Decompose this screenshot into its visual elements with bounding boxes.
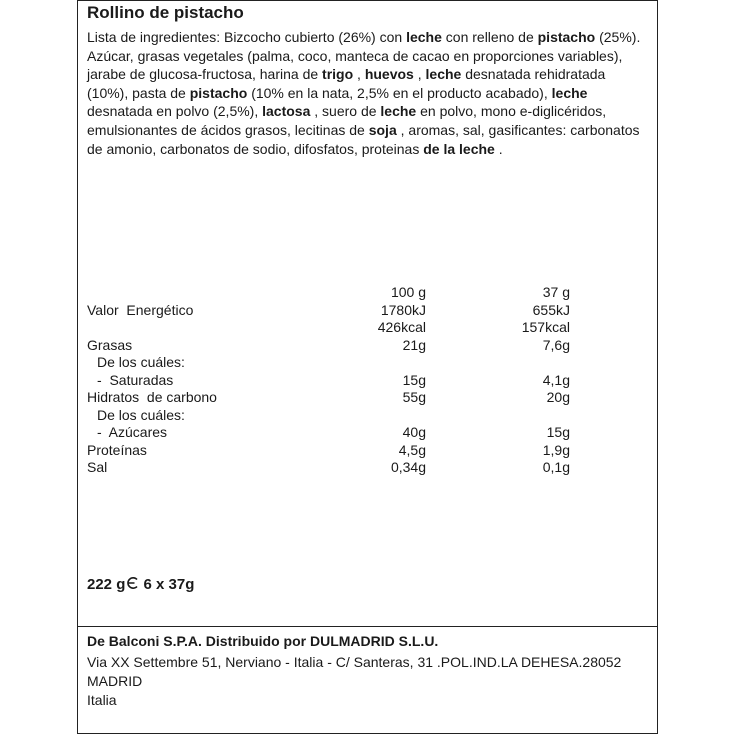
allergen-highlight: lactosa xyxy=(262,103,311,120)
ingredients-text: con relleno de xyxy=(441,29,538,45)
nutrient-label: Proteínas xyxy=(87,441,147,458)
nutrient-label: Valor Energético xyxy=(87,301,194,318)
nutrient-label: Grasas xyxy=(87,336,133,353)
value-per-portion: 4,1g xyxy=(542,371,570,388)
ingredients-text: Lista de ingredientes: Bizcocho cubierto (26%) con xyxy=(87,29,407,45)
top-divider xyxy=(77,0,658,1)
ingredients-text: , xyxy=(413,66,426,83)
allergen-highlight: huevos xyxy=(364,66,414,83)
value-per-100g: 21g xyxy=(402,336,426,353)
company-name: De Balconi S.P.A. Distribuido por DULMADRID S.L.U. xyxy=(87,633,439,649)
ingredients-text: (25%). Azúcar, grasas vegetales (palma, coco, manteca de cacao en proporciones variables), jarabe de glucosa-fructosa, harina de xyxy=(87,29,641,83)
allergen-highlight: pistacho xyxy=(537,29,596,45)
ingredients-text: desnatada en polvo (2,5%), xyxy=(87,103,263,120)
nutrient-label: Hidratos de carbono xyxy=(87,389,217,405)
ingredients-text: , suero de xyxy=(310,103,381,120)
nutrition-row xyxy=(87,424,587,442)
ingredients-text: , aromas, sal, gasificantes: carbonatos de amonio, carbonatos de sodio, difosfatos, proteinas xyxy=(87,121,640,157)
allergen-highlight: leche xyxy=(406,29,442,45)
nutrition-row xyxy=(87,389,587,407)
ingredients-text: desnatada rehidratada (10%), pasta de xyxy=(87,66,606,101)
nutrition-row xyxy=(87,337,587,355)
nutrition-row xyxy=(87,354,587,372)
value-per-100g: 0,34g xyxy=(390,459,426,475)
nutrition-table xyxy=(87,284,587,477)
portion-count: 6 x 37g xyxy=(143,576,195,593)
allergen-highlight: pistacho xyxy=(189,84,248,101)
value-per-portion: 7,6g xyxy=(542,336,570,353)
allergen-highlight: trigo xyxy=(322,66,354,83)
ingredients-list xyxy=(87,28,649,158)
column-header-portion: 37 g xyxy=(542,284,570,300)
company-address: Via XX Settembre 51, Nerviano - Italia - C/ Santeras, 31 .POL.IND.LA DEHESA.28052 MADRID xyxy=(87,654,622,689)
product-title: Rollino de pistacho xyxy=(87,3,244,22)
allergen-highlight: soja xyxy=(368,121,397,138)
value-per-portion: 20g xyxy=(546,389,570,405)
allergen-highlight: de la leche xyxy=(423,140,495,157)
ingredients-text: (10% en la nata, 2,5% en el producto acabado), xyxy=(247,84,552,101)
company-divider xyxy=(77,626,658,627)
nutrient-label: De los cuáles: xyxy=(97,354,185,370)
allergen-highlight: leche xyxy=(425,66,462,83)
allergen-highlight: leche xyxy=(380,103,417,120)
value-per-portion: 655kJ xyxy=(532,301,570,318)
e-mark-icon xyxy=(125,576,139,590)
value-per-portion: 0,1g xyxy=(542,459,570,475)
nutrition-row xyxy=(87,372,587,390)
value-per-portion: 1,9g xyxy=(542,441,570,458)
nutrition-row xyxy=(87,459,587,477)
nutrition-row xyxy=(87,319,587,337)
net-weight-value: 222 g xyxy=(87,576,126,593)
value-per-100g: 426kcal xyxy=(377,319,426,335)
nutrient-label: Sal xyxy=(87,459,108,475)
origin-country: Italia xyxy=(87,692,117,708)
ingredients-text: , xyxy=(353,66,365,83)
nutrition-row xyxy=(87,302,587,320)
ingredients-text: en polvo, mono e-diglicéridos, emulsionantes de ácidos grasos, lecitinas de xyxy=(87,103,607,138)
value-per-portion: 15g xyxy=(546,424,570,440)
ingredients-text: . xyxy=(494,140,503,157)
value-per-100g: 1780kJ xyxy=(380,301,426,318)
value-per-100g: 40g xyxy=(402,424,426,440)
value-per-100g: 15g xyxy=(402,371,426,388)
nutrition-header-row xyxy=(87,284,587,302)
column-header-100g: 100 g xyxy=(390,284,426,300)
nutrient-label: - Azúcares xyxy=(97,424,168,440)
nutrition-row xyxy=(87,407,587,425)
net-weight xyxy=(87,576,194,593)
value-per-100g: 55g xyxy=(402,389,426,405)
nutrition-row xyxy=(87,442,587,460)
allergen-highlight: leche xyxy=(551,84,588,101)
value-per-portion: 157kcal xyxy=(521,319,570,335)
nutrient-label: De los cuáles: xyxy=(97,406,185,423)
value-per-100g: 4,5g xyxy=(398,441,426,458)
nutrient-label: - Saturadas xyxy=(97,371,174,388)
